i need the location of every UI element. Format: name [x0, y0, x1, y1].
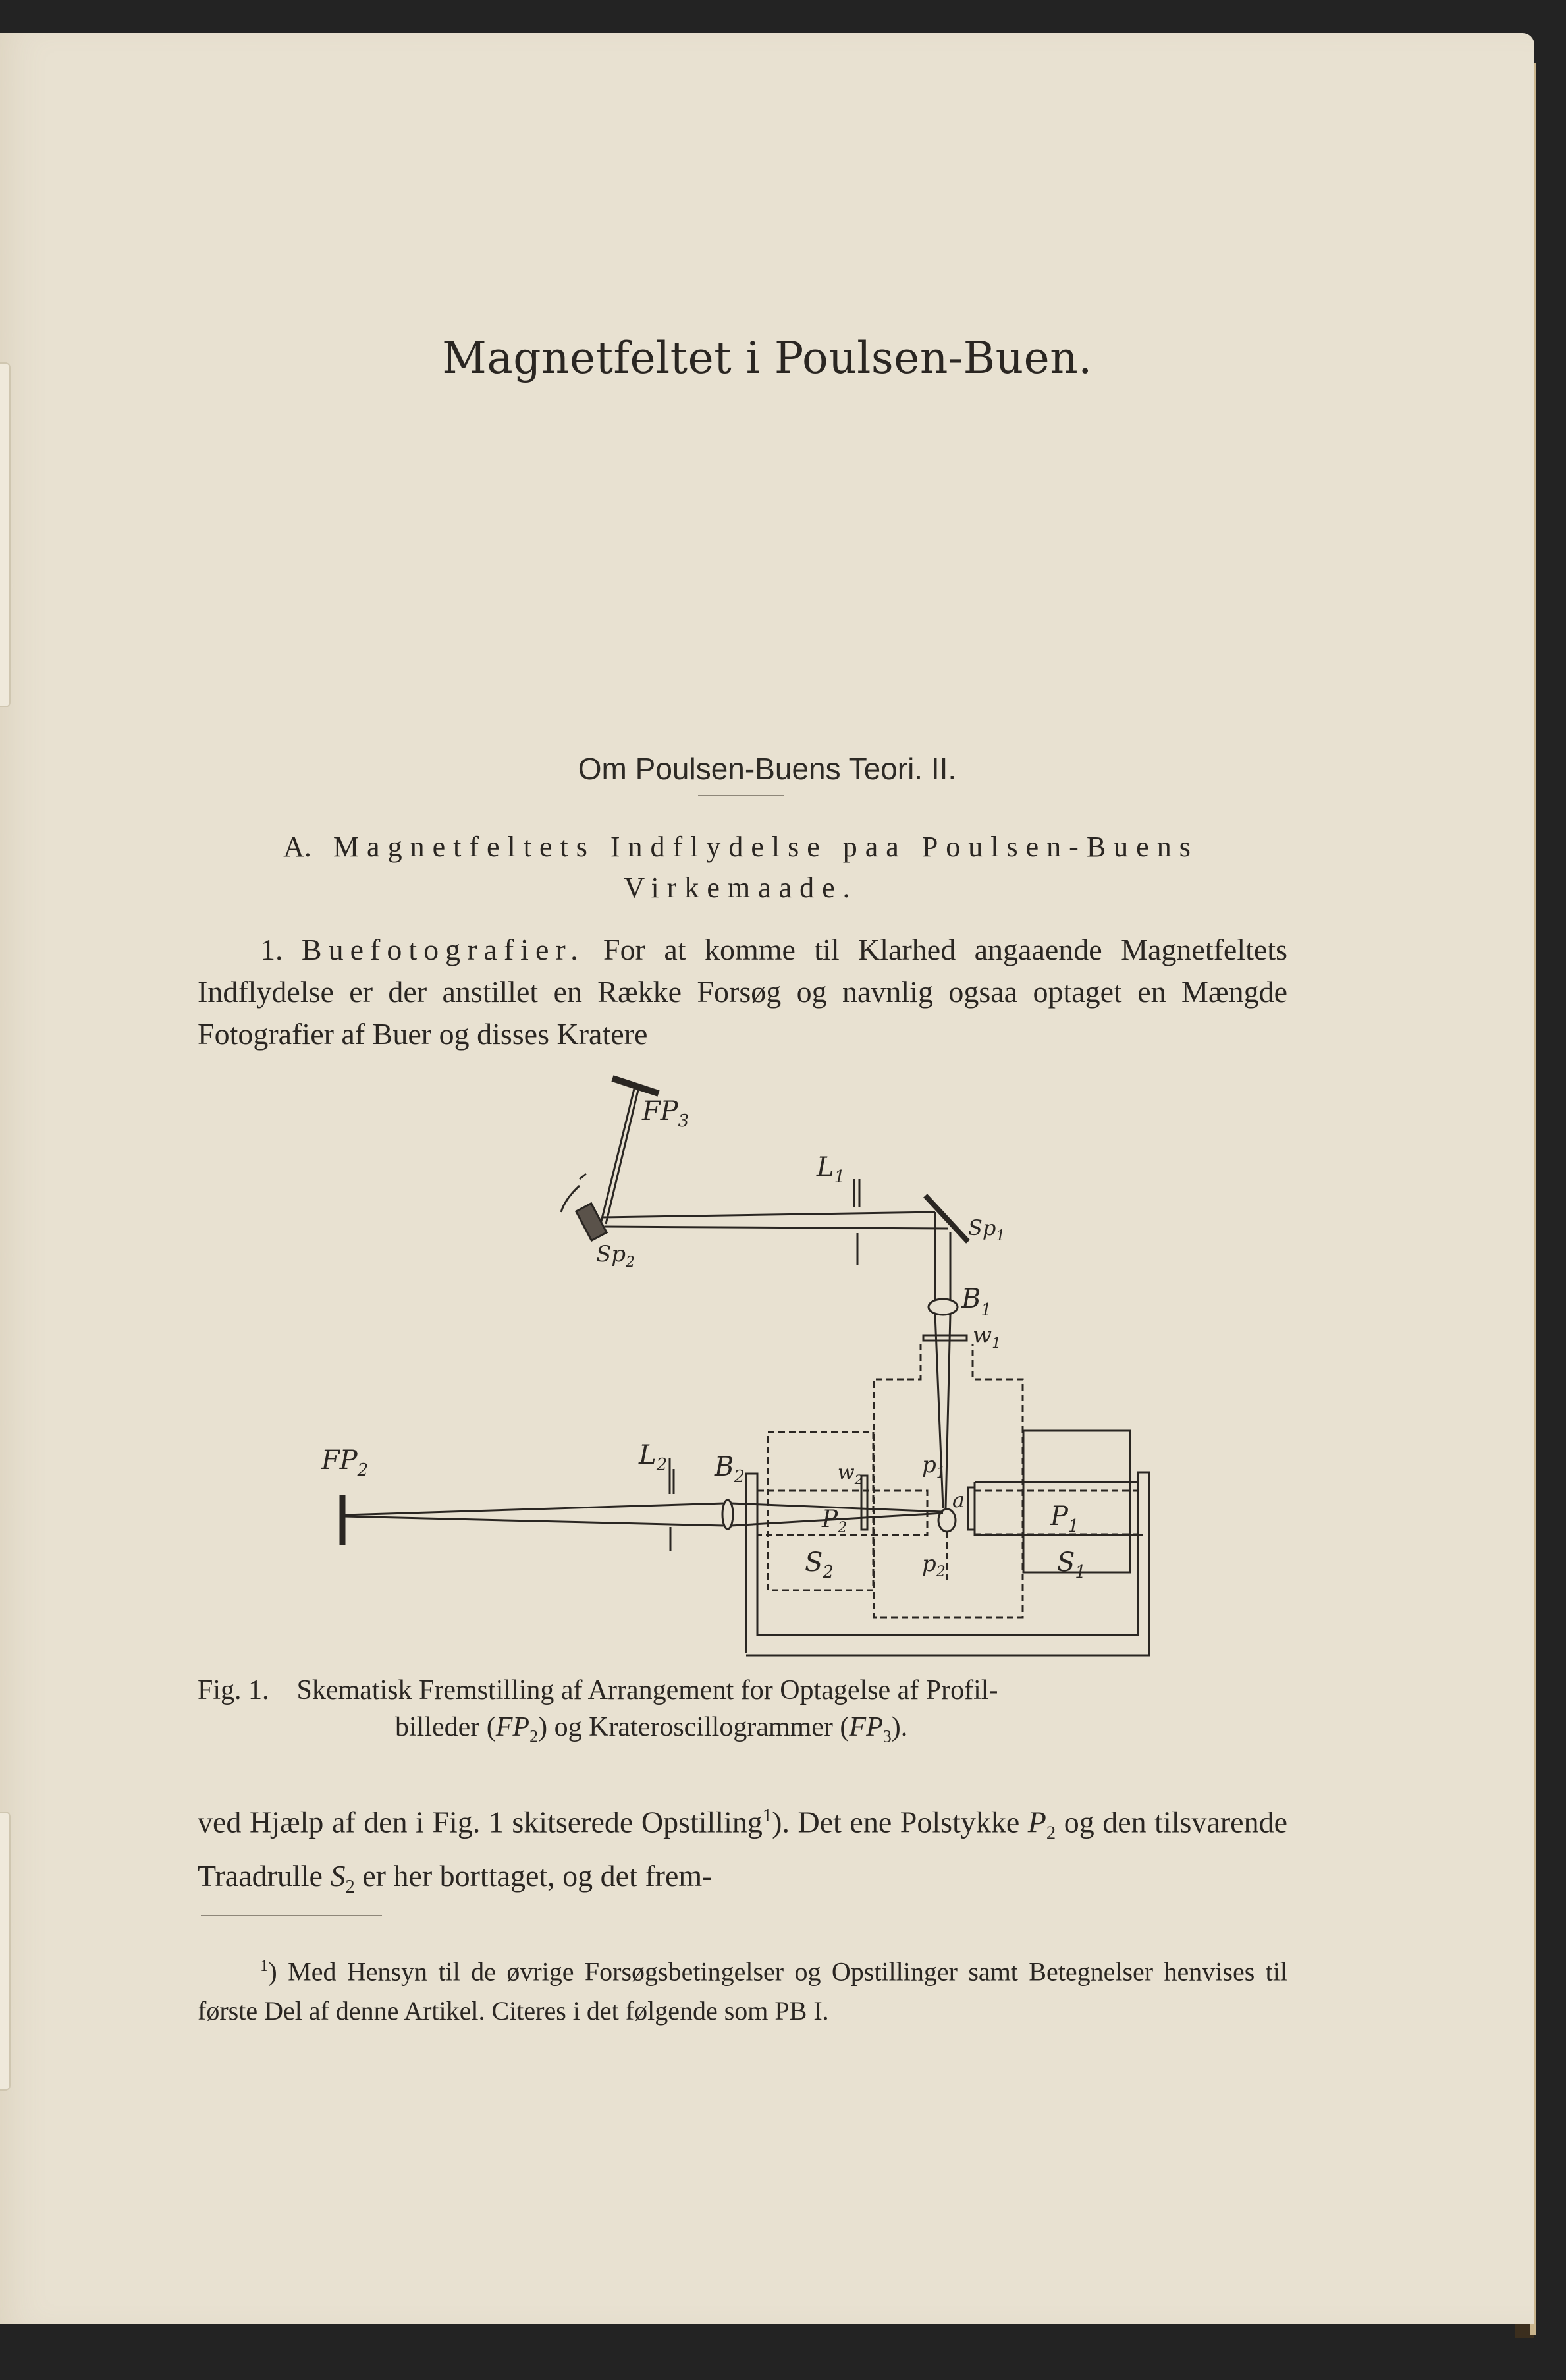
label-s1: $S_1$: [1057, 1547, 1086, 1582]
section-heading-line1: Magnetfeltets Indflydelse paa Poulsen-Buens: [333, 831, 1199, 863]
fp3-plate: [612, 1078, 659, 1093]
label-b2: $B_2$: [715, 1452, 745, 1487]
arc-crater: [938, 1509, 956, 1532]
paragraph-lead: Buefotografier.: [301, 933, 585, 966]
beam-fp2-top: [344, 1503, 724, 1515]
label-fp3: $FP_3$: [642, 1096, 689, 1131]
label-fp2: $FP_2$: [321, 1445, 369, 1480]
footnote: [198, 1947, 1287, 2031]
page-title: Magnetfeltet i Poulsen-Buen.: [442, 333, 1093, 383]
b2-lens: [722, 1500, 733, 1529]
label-a: a: [952, 1487, 965, 1512]
footnote-text: ) Med Hensyn til de øvrige Forsøgsbetingelser og Opstillinger samt Betegnelser henvises til første Del af denne Artikel. Citeres i det følgende som PB I.: [198, 1956, 1287, 2026]
section-label: A.: [283, 831, 311, 863]
beam-fp3-sp2: [601, 1089, 634, 1224]
w1-window: [923, 1335, 967, 1341]
label-p1: $p_1$: [922, 1452, 946, 1481]
label-p2-pole: $P_2$: [822, 1506, 848, 1536]
s1-coil: [1023, 1431, 1130, 1572]
label-p2: $p_2$: [922, 1551, 946, 1580]
paragraph-text: For at komme til Klarhed angaaende Magnetfeltets Indflydelse er der anstillet en Række Forsøg og navnlig ogsaa optaget en Mængde Fotografier af Buer og disses Kratere: [198, 933, 1288, 1051]
label-p1-pole: $P_1$: [1050, 1501, 1079, 1536]
b1-lens: [929, 1299, 958, 1315]
footnote-divider: [201, 1915, 382, 1916]
footnote-marker: 1: [260, 1957, 269, 1975]
caption-line1: Skematisk Fremstilling af Arrangement for Optagelse af Profil-: [296, 1675, 998, 1705]
label-w2: $w_2$: [838, 1461, 863, 1487]
paragraph-2: ved Hjælp af den i Fig. 1 skitserede Opstilling$^1$). Det ene Polstykke $P_2$ og den tilsvarende Traadrulle $S_2$ er her borttaget, og det frem-: [198, 1805, 1287, 1897]
p1-electrode: [968, 1487, 975, 1530]
footnote-ref[interactable]: 1: [762, 1806, 772, 1826]
caption-label: Fig. 1.: [198, 1675, 269, 1705]
section-heading-line2: Virkemaade.: [624, 872, 858, 904]
figure-caption: [198, 1672, 1287, 1755]
article-subtitle: Om Poulsen-Buens Teori. II.: [578, 752, 957, 786]
rotation-arrow: [561, 1186, 580, 1212]
beam-fp2-bottom: [344, 1516, 724, 1526]
label-sp2: $Sp_2$: [596, 1241, 635, 1271]
sp1-mirror: [925, 1196, 968, 1242]
beam-sp2-sp1-top: [603, 1212, 935, 1217]
label-s2: $S_2$: [805, 1547, 834, 1582]
paragraph-number: 1.: [260, 933, 283, 966]
label-l2: $L_2$: [639, 1440, 668, 1475]
label-w1: $w_1$: [973, 1322, 1002, 1352]
label-b1: $B_1$: [961, 1284, 992, 1320]
caption-line2: billeder $(FP_2)$ og Krateroscillogrammer $(FP_3)$.: [395, 1712, 908, 1746]
beam-sp2-sp1-bottom: [605, 1227, 948, 1229]
label-l1: $L_1$: [817, 1152, 846, 1187]
label-sp1: $Sp_1$: [968, 1215, 1006, 1244]
sp2-mirror: [576, 1204, 607, 1240]
